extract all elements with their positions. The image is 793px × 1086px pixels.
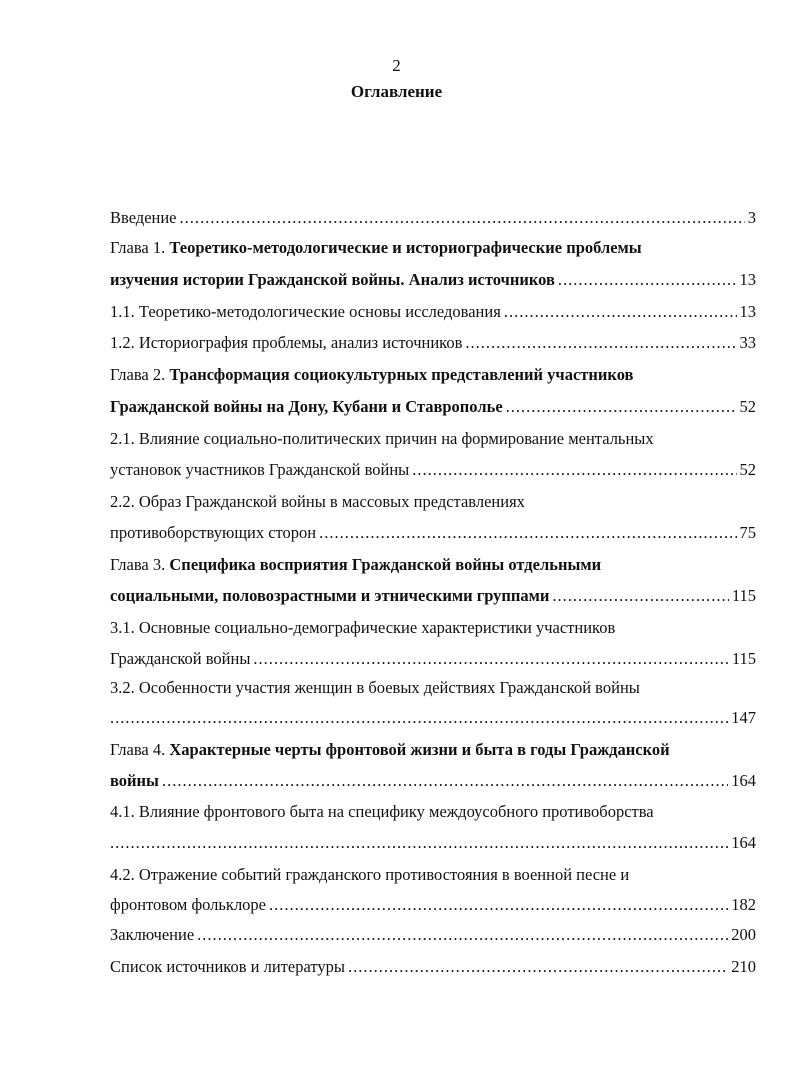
toc-entry[interactable]	[110, 207, 756, 229]
toc-entry-text: фронтовом фольклоре	[110, 895, 267, 914]
dot-leader	[253, 648, 728, 670]
toc-entry[interactable]	[110, 956, 756, 978]
toc-entry-text: Заключение	[110, 925, 195, 944]
dot-leader	[465, 332, 736, 354]
dot-leader	[180, 207, 745, 229]
toc-entry[interactable]	[110, 522, 756, 544]
toc-chapter-title: Гражданской войны на Дону, Кубани и Ставрополье	[110, 397, 503, 416]
toc-page-number: 3	[747, 208, 756, 227]
toc-entry[interactable]	[110, 617, 756, 639]
toc-entry[interactable]	[110, 864, 756, 886]
toc-page-number: 182	[731, 895, 756, 914]
toc-chapter-title: Трансформация социокультурных представлений участников	[169, 365, 634, 384]
toc-entry-text: 4.2. Отражение событий гражданского противостояния в военной песне и	[110, 865, 630, 884]
dot-leader	[269, 894, 728, 916]
toc-entry-text	[110, 739, 670, 761]
dot-leader	[197, 924, 728, 946]
toc-chapter-title: Теоретико-методологические и историографические проблемы	[169, 238, 642, 257]
toc-entry-text	[110, 554, 601, 576]
dot-leader	[504, 301, 737, 323]
dot-leader	[110, 832, 728, 854]
toc-entry[interactable]	[110, 364, 756, 386]
toc-entry-text: установок участников Гражданской войны	[110, 460, 410, 479]
toc-entry-text: Введение	[110, 208, 177, 227]
toc-entry-text: противоборствующих сторон	[110, 523, 317, 542]
dot-leader	[162, 770, 728, 792]
toc-chapter-title: Специфика восприятия Гражданской войны отдельными	[169, 555, 602, 574]
toc-entry[interactable]	[110, 832, 756, 854]
toc-page-number: 33	[739, 333, 756, 352]
toc-entry-text: 1.1. Теоретико-методологические основы исследования	[110, 302, 501, 321]
toc-entry[interactable]	[110, 707, 756, 729]
toc-chapter-label: Глава 3.	[110, 555, 170, 574]
toc-entry[interactable]	[110, 428, 756, 450]
toc-page-number: 164	[731, 833, 756, 852]
toc-entry[interactable]	[110, 677, 756, 699]
toc-entry-text	[110, 237, 642, 259]
dot-leader	[552, 585, 728, 607]
toc-entry[interactable]	[110, 396, 756, 418]
toc-page-number: 75	[739, 523, 756, 542]
toc-entry[interactable]	[110, 269, 756, 291]
dot-leader	[412, 459, 736, 481]
toc-entry[interactable]	[110, 491, 756, 513]
toc-entry[interactable]	[110, 459, 756, 481]
toc-entry[interactable]	[110, 894, 756, 916]
toc-page-number: 52	[739, 460, 756, 479]
toc-chapter-title: Характерные черты фронтовой жизни и быта в годы Гражданской	[169, 740, 670, 759]
toc-entry-text: 4.1. Влияние фронтового быта на специфику междоусобного противоборства	[110, 802, 654, 821]
toc-chapter-label: Глава 4.	[110, 740, 170, 759]
page-number: 2	[392, 56, 401, 75]
toc-chapter-label: Глава 2.	[110, 365, 170, 384]
toc-entry[interactable]	[110, 237, 756, 259]
toc-entry[interactable]	[110, 924, 756, 946]
toc-page-number: 147	[731, 708, 756, 727]
toc-chapter-title: социальными, половозрастными и этническими группами	[110, 586, 550, 605]
toc-entry-text: 1.2. Историография проблемы, анализ источников	[110, 333, 463, 352]
toc-chapter-label: Глава 1.	[110, 238, 170, 257]
toc-page-number: 52	[739, 397, 756, 416]
toc-chapter-title: войны	[110, 771, 159, 790]
dot-leader	[319, 522, 736, 544]
toc-entry-text	[110, 364, 633, 386]
toc-entry-text: 3.2. Особенности участия женщин в боевых действиях Гражданской войны	[110, 678, 640, 697]
toc-page-number: 115	[731, 649, 756, 668]
toc-entry-text: Список источников и литературы	[110, 957, 345, 976]
dot-leader	[506, 396, 737, 418]
toc-entry[interactable]	[110, 739, 756, 761]
toc-page-number: 115	[731, 586, 756, 605]
toc-page-number: 13	[739, 302, 756, 321]
dot-leader	[110, 707, 728, 729]
toc-page-number: 210	[731, 957, 756, 976]
toc-page-number: 164	[731, 771, 756, 790]
toc-entry[interactable]	[110, 648, 756, 670]
toc-entry[interactable]	[110, 332, 756, 354]
toc-entry[interactable]	[110, 770, 756, 792]
toc-entry-text: 2.1. Влияние социально-политических причин на формирование ментальных	[110, 429, 654, 448]
toc-entry[interactable]	[110, 585, 756, 607]
toc-chapter-title: изучения истории Гражданской войны. Анализ источников	[110, 270, 555, 289]
toc-entry[interactable]	[110, 301, 756, 323]
toc-page-number: 13	[739, 270, 756, 289]
toc-page-number: 200	[731, 925, 756, 944]
dot-leader	[348, 956, 728, 978]
dot-leader	[558, 269, 737, 291]
toc-entry-text: 2.2. Образ Гражданской войны в массовых представлениях	[110, 492, 525, 511]
toc-entry-text: Гражданской войны	[110, 649, 251, 668]
toc-entry-text: 3.1. Основные социально-демографические характеристики участников	[110, 618, 616, 637]
toc-entry[interactable]	[110, 801, 756, 823]
toc-entry[interactable]	[110, 554, 756, 576]
page-title: Оглавление	[350, 82, 443, 101]
